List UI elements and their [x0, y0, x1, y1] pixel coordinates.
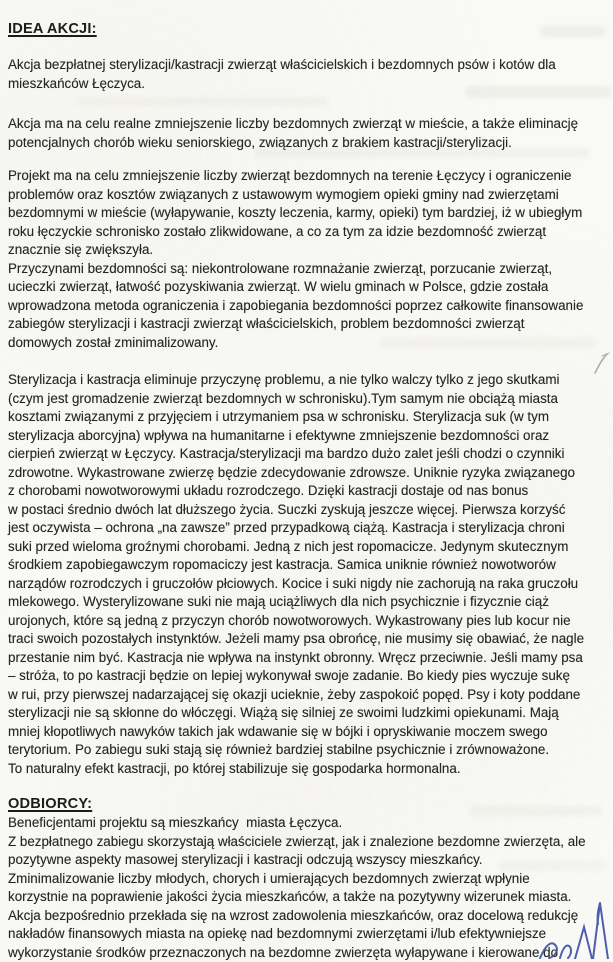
text-line: traci swoich pozostałych instynktów. Jeżeli mamy psa obrońcę, nie musimy się obawiać, że nagle	[8, 630, 609, 649]
text-line: Sterylizacja i kastracja eliminuje przyczynę problemu, a nie tylko walczy tylko z jego skutkami	[8, 371, 609, 390]
paragraph-odbiorcy-1	[8, 814, 609, 962]
text-line: roku łęczyckie schronisko zostało zlikwidowane, a co za tym za idzie bezdomność zwierząt	[8, 223, 609, 242]
text-line: cierpień zwierząt w Łęczycy. Kastracja/sterylizacji ma bardzo dużo zalet jeśli chodzi o czynniki	[8, 445, 609, 464]
text-line: pozytywne aspekty masowej sterylizacji i kastracji odczują wszyscy mieszkańcy.	[8, 851, 609, 870]
text-line: wprowadzona metoda ograniczenia i zapobiegania bezdomności poprzez całkowite finansowanie	[8, 297, 609, 316]
text-line: w rui, przy pierwszej nadarzającej się okazji ucieknie, żeby zaspokoić popęd. Psy i koty poddane	[8, 686, 609, 705]
text-line: ucieczki zwierząt, łatwość pozyskiwania zwierząt. W wielu gminach w Polsce, gdzie została	[8, 278, 609, 297]
text-line: mieszkańców Łęczyca.	[8, 75, 609, 94]
text-line: terytorium. Po zabiegu suki stają się również bardziej stabilne psychicznie i zrównoważone.	[8, 741, 609, 760]
text-line: Projekt ma na celu zmniejszenie liczby zwierząt bezdomnych na terenie Łęczycy i ograniczenie	[8, 167, 609, 186]
text-line: Zminimalizowanie liczby młodych, chorych i umierających bezdomnych zwierząt wpłynie	[8, 870, 609, 889]
text-line: znacznie się zwiększyła.	[8, 241, 609, 260]
text-line: jest oczywista – ochrona „na zawsze” przed przypadkową ciążą. Kastracja i sterylizacja chroni	[8, 519, 609, 538]
text-line: urojonych, które są jedną z przyczyn chorób nowotworowych. Wykastrowany pies lub kocur nie	[8, 612, 609, 631]
text-line: To naturalny efekt kastracji, po której stabilizuje się gospodarka hormonalna.	[8, 760, 609, 779]
text-line: Akcja ma na celu realne zmniejszenie liczby bezdomnych zwierząt w mieście, a także eliminację	[8, 115, 609, 134]
text-line: potencjalnych chorób wieku seniorskiego, związanych z brakiem kastracji/sterylizacji.	[8, 134, 609, 153]
text-line: sterylizacji nie są skłonne do włóczęgi. Wiążą się silniej ze swoimi ludzkimi opiekunami. Mają	[8, 704, 609, 723]
text-line: narządów rozrodczych i gruczołów płciowych. Kocice i suki nigdy nie zachorują na raka gruczołu	[8, 575, 609, 594]
text-line: domowych został zminimalizowany.	[8, 334, 609, 353]
section-heading-idea-akcji: IDEA AKCJI:	[8, 20, 609, 38]
text-line: zdrowotne. Wykastrowane zwierzę będzie zdecydowanie zdrowsze. Uniknie ryzyka związanego	[8, 464, 609, 483]
text-line: kosztami związanymi z przyjęciem i utrzymaniem psa w schronisku. Sterylizacja suk (w tym	[8, 408, 609, 427]
text-line: przestanie nim być. Kastracja nie wpływa na instynkt obronny. Wręcz przeciwnie. Jeśli mamy psa	[8, 649, 609, 668]
text-line: sterylizacja aborcyjna) wpływa na humanitarne i efektywne zmniejszenie bezdomności oraz	[8, 427, 609, 446]
text-line: Z bezpłatnego zabiegu skorzystają właściciele zwierząt, jak i znalezione bezdomne zwierzęta, ale	[8, 833, 609, 852]
text-line: Akcja bezpośrednio przekłada się na wzrost zadowolenia mieszkańców, oraz docelową redukcję	[8, 907, 609, 926]
paragraph-idea-5	[8, 371, 609, 778]
text-line: bezdomnymi w mieście (wyłapywanie, koszty leczenia, karmy, opieki) tym bardziej, iż w ubiegłym	[8, 204, 609, 223]
text-line: Beneficjentami projektu są mieszkańcy miasta Łęczyca.	[8, 814, 609, 833]
section-heading-odbiorcy: ODBIORCY:	[8, 795, 609, 813]
text-line: – stróża, to po kastracji będzie on lepiej wykonywał swoje zadanie. Bo kiedy pies wyczuje sukę	[8, 667, 609, 686]
text-line: problemów oraz kosztów związanych z ustawowym wymogiem opieki gminy nad zwierzętami	[8, 186, 609, 205]
paragraph-idea-1	[8, 56, 609, 93]
text-line: suki przed wieloma groźnymi chorobami. Jedną z nich jest ropomacicze. Jedynym skutecznym	[8, 538, 609, 557]
text-line: zabiegów sterylizacji i kastracji zwierząt właścicielskich, problem bezdomności zwierząt	[8, 315, 609, 334]
text-line: z chorobami nowotworowymi układu rozrodczego. Dzięki kastracji dostaje od nas bonus	[8, 482, 609, 501]
text-line: nakładów finansowych miasta na opiekę nad bezdomnymi zwierzętami i/lub efektywniejsze	[8, 925, 609, 944]
text-line: Akcja bezpłatnej sterylizacji/kastracji zwierząt właścicielskich i bezdomnych psów i kotów dla	[8, 56, 609, 75]
text-line: korzystnie na poprawienie jakości życia mieszkańców, a także na pozytywny wizerunek miasta.	[8, 888, 609, 907]
paragraph-idea-2	[8, 115, 609, 152]
text-line: mniej kłopotliwych nawyków takich jak wdawanie się w bójki i opryskiwanie moczem swego	[8, 723, 609, 742]
text-line: Przyczynami bezdomności są: niekontrolowane rozmnażanie zwierząt, porzucanie zwierząt,	[8, 260, 609, 279]
text-line: wykorzystanie środków przeznaczonych na bezdomne zwierzęta wyłapywane i kierowane do	[8, 944, 609, 962]
text-line: mlekowego. Wysterylizowane suki nie mają uciążliwych dla nich psychicznie i fizycznie ciąż	[8, 593, 609, 612]
text-line: w postaci średnio dwóch lat dłuższego życia. Suczki zyskują jeszcze więcej. Pierwsza korzyść	[8, 501, 609, 520]
paragraph-idea-4	[8, 260, 609, 353]
text-line: środkiem zapobiegawczym ropomaciczy jest kastracja. Samica uniknie również nowotworów	[8, 556, 609, 575]
paragraph-idea-3	[8, 167, 609, 260]
text-line: (czym jest gromadzenie zwierząt bezdomnych w schronisku).Tym samym nie obciążą miasta	[8, 390, 609, 409]
